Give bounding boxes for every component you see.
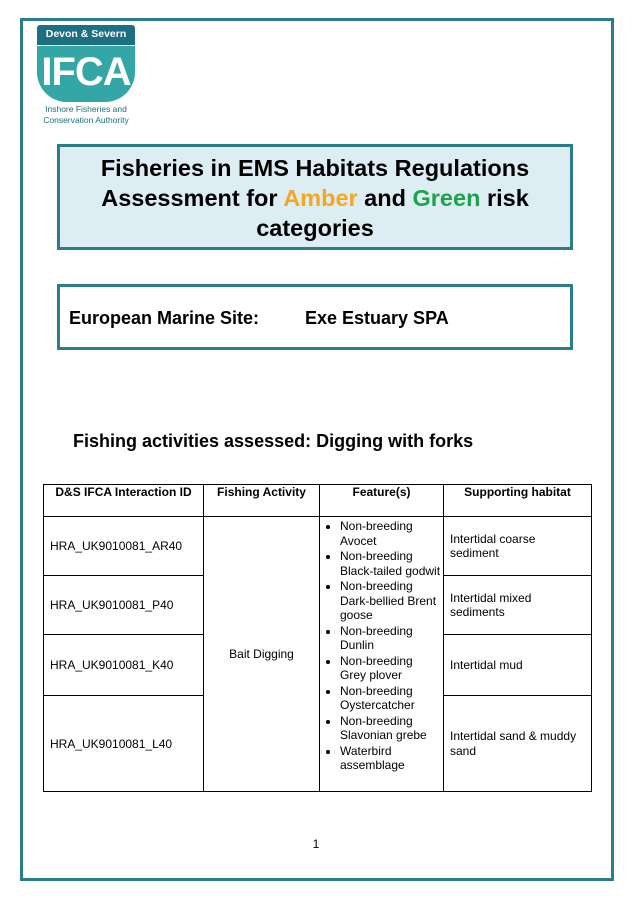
assessment-table [43,484,592,792]
feature-item: • Waterbird assemblage [340,744,441,773]
habitat-cell: Intertidal mixed sediments [444,576,592,635]
logo-subtitle: Inshore Fisheries and Conservation Authority [43,104,129,125]
logo-banner: Devon & Severn [37,25,135,45]
document-title [60,153,570,243]
habitat-cell: Intertidal sand & muddy sand [444,696,592,792]
interaction-id-cell: HRA_UK9010081_L40 [44,696,204,792]
title-amber: Amber [283,185,358,211]
site-box [57,284,573,350]
fishing-activity-cell: Bait Digging [204,517,320,792]
habitat-cell: Intertidal coarse sediment [444,517,592,576]
feature-item: • Non-breeding Slavonian grebe [340,714,441,743]
page-number: 1 [312,837,320,851]
feature-item: • Non-breeding Oystercatcher [340,684,441,713]
header-features: Feature(s) [320,485,444,517]
logo-block [37,46,135,102]
site-value: Exe Estuary SPA [305,308,449,328]
feature-item: • Non-breeding Dark-bellied Brent goose [340,579,441,623]
header-interaction-id: D&S IFCA Interaction ID [44,485,204,517]
header-fishing-activity: Fishing Activity [204,485,320,517]
features-cell [320,517,444,792]
feature-item: • Non-breeding Avocet [340,519,441,548]
interaction-id-cell: HRA_UK9010081_K40 [44,635,204,696]
title-and: and [357,185,413,211]
title-green: Green [412,185,481,211]
habitat-cell: Intertidal mud [444,635,592,696]
title-part2: risk categories [256,185,529,241]
table-header-row [44,485,592,517]
feature-item: • Non-breeding Black-tailed godwit [340,549,441,578]
title-part1: Fisheries in EMS Habitats Regulations Assessment for [100,155,530,211]
table-row [44,517,592,576]
features-list [322,519,441,773]
title-box [57,144,573,250]
ifca-logo [35,25,137,127]
activities-heading: Fishing activities assessed: Digging with forks [73,431,474,451]
interaction-id-cell: HRA_UK9010081_AR40 [44,517,204,576]
feature-item: • Non-breeding Grey plover [340,654,441,683]
feature-item: • Non-breeding Dunlin [340,624,441,653]
header-supporting-habitat: Supporting habitat [444,485,592,517]
interaction-id-cell: HRA_UK9010081_P40 [44,576,204,635]
logo-mark: IFCA [41,50,131,94]
site-label: European Marine Site: [69,308,260,328]
